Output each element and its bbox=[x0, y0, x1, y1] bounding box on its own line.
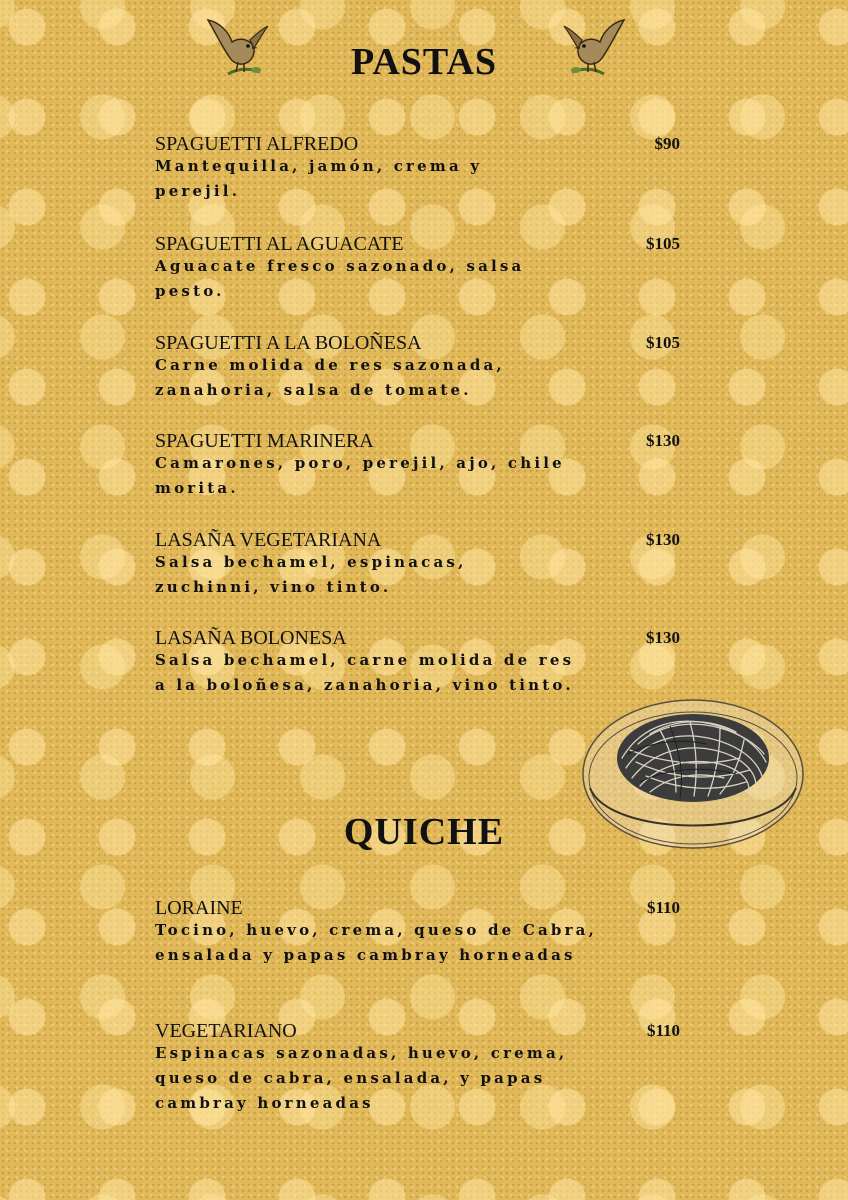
item-description: Salsa bechamel, espinacas, zuchinni, vino tinto. bbox=[155, 553, 467, 596]
quiche-title: QUICHE bbox=[343, 811, 505, 853]
menu-item bbox=[155, 132, 680, 204]
item-name: SPAGUETTI MARINERA bbox=[155, 430, 374, 452]
item-description: Camarones, poro, perejil, ajo, chile morita. bbox=[155, 454, 565, 497]
item-description: Espinacas sazonadas, huevo, crema, queso de cabra, ensalada, y papas cambray horneadas bbox=[155, 1044, 568, 1112]
item-name: LASAÑA VEGETARIANA bbox=[155, 529, 382, 551]
item-name: LORAINE bbox=[155, 897, 243, 919]
right-bird-icon bbox=[562, 12, 634, 82]
item-name: VEGETARIANO bbox=[155, 1020, 297, 1042]
item-description: Salsa bechamel, carne molida de res a la boloñesa, zanahoria, vino tinto. bbox=[155, 651, 575, 694]
item-description: Tocino, huevo, crema, queso de Cabra, ensalada y papas cambray horneadas bbox=[155, 921, 598, 964]
item-price: $105 bbox=[646, 234, 680, 253]
pastas-title: PASTAS bbox=[350, 41, 498, 83]
item-price: $130 bbox=[646, 530, 680, 549]
menu-item bbox=[155, 331, 680, 403]
item-description: Aguacate fresco sazonado, salsa pesto. bbox=[155, 257, 525, 300]
menu-item bbox=[155, 429, 680, 501]
item-price: $130 bbox=[646, 628, 680, 647]
menu-item bbox=[155, 896, 680, 968]
item-price: $130 bbox=[646, 431, 680, 450]
item-description: Carne molida de res sazonada, zanahoria, salsa de tomate. bbox=[155, 356, 505, 399]
item-price: $110 bbox=[646, 1021, 680, 1040]
item-name: LASAÑA BOLONESA bbox=[155, 627, 347, 649]
item-price: $110 bbox=[646, 898, 680, 917]
item-price: $105 bbox=[646, 333, 680, 352]
item-name: SPAGUETTI AL AGUACATE bbox=[155, 233, 404, 255]
menu-item bbox=[155, 1019, 680, 1116]
item-description: Mantequilla, jamón, crema y perejil. bbox=[155, 157, 483, 200]
item-price: $90 bbox=[654, 134, 680, 153]
item-name: SPAGUETTI ALFREDO bbox=[155, 133, 359, 155]
item-name: SPAGUETTI A LA BOLOÑESA bbox=[155, 332, 422, 354]
menu-item bbox=[155, 528, 680, 600]
menu-item bbox=[155, 232, 680, 304]
